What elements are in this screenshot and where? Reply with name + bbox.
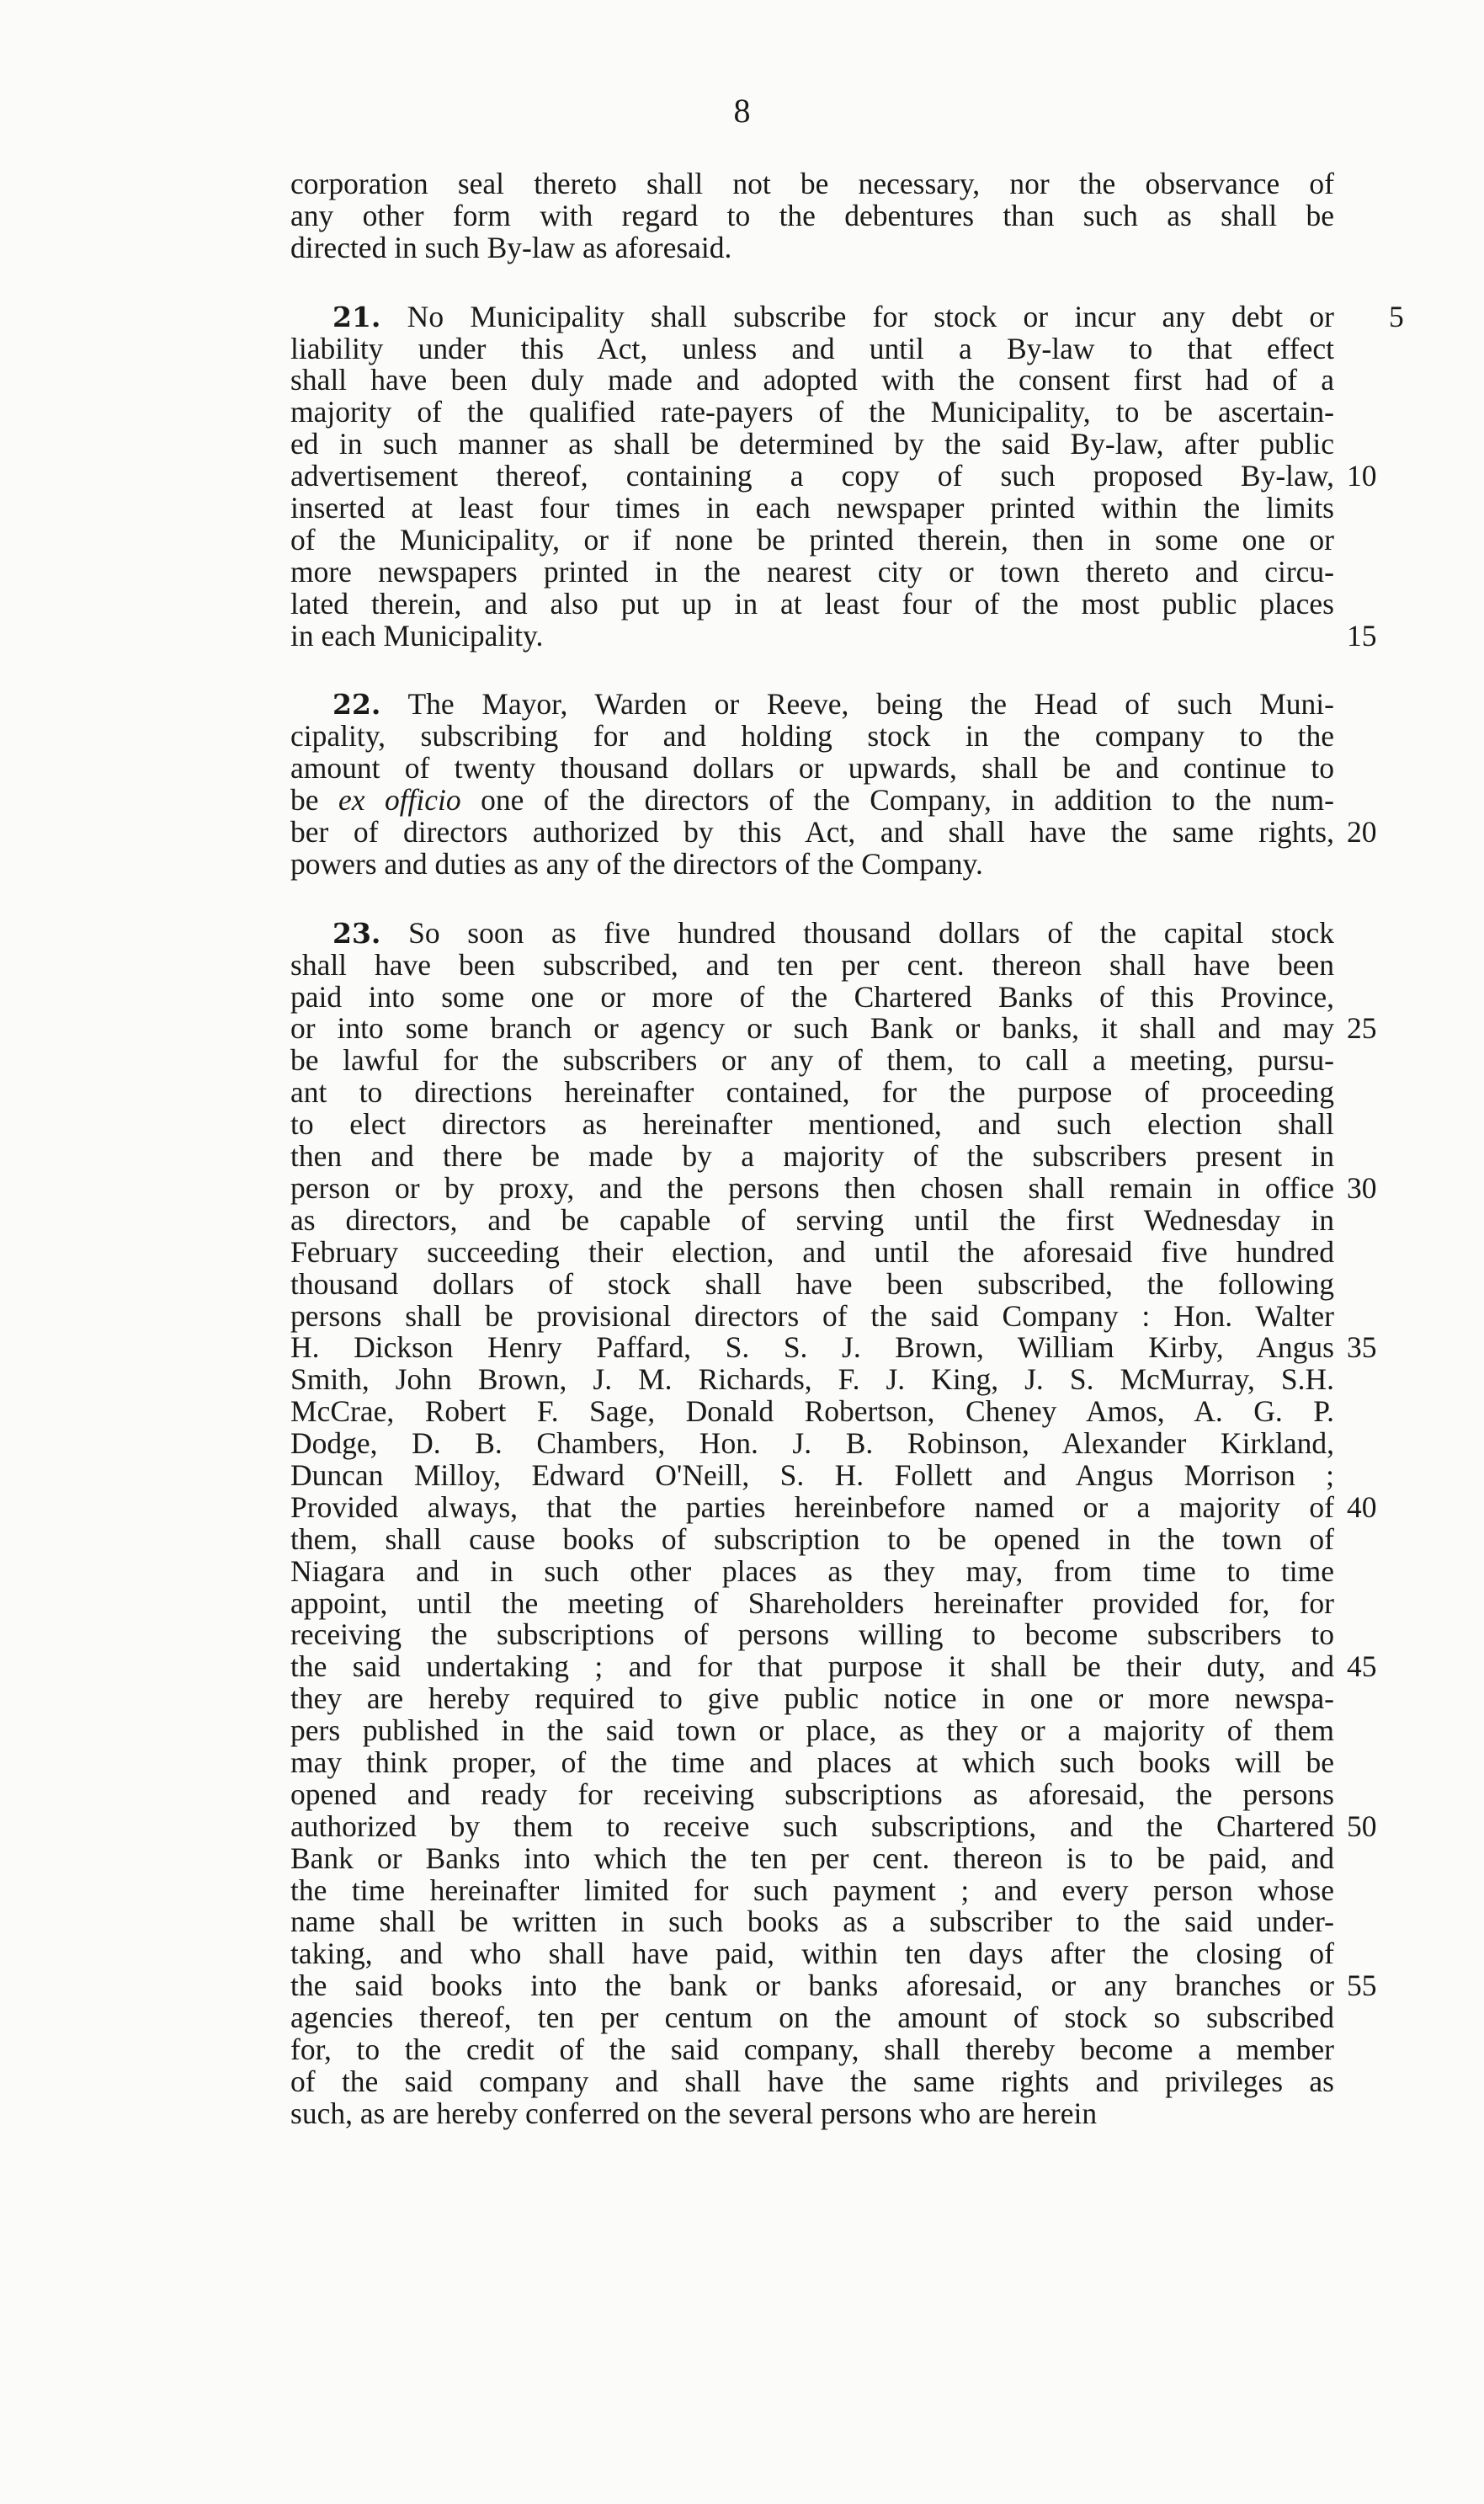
line-text: more newspapers printed in the nearest city or town thereto and circu- [290, 554, 1334, 589]
text-line [290, 753, 1334, 785]
line-text: Bank or Banks into which the ten per cent. thereon is to be paid, and [290, 1841, 1334, 1875]
line-text: February succeeding their election, and until the aforesaid five hundred [290, 1234, 1334, 1269]
margin-line-number: 30 [1347, 1170, 1377, 1205]
text-line [290, 815, 1377, 850]
line-text: be lawful for the subscribers or any of them, to call a meeting, pursu- [290, 1043, 1334, 1078]
line-text: to elect directors as hereinafter mentioned, and such election shall [290, 1107, 1334, 1142]
line-text: powers and duties as any of the directors of the Company. [290, 846, 983, 881]
line-text: them, shall cause books of subscription to be opened in the town of [290, 1521, 1334, 1556]
text-line [290, 586, 1334, 621]
margin-line-number: 15 [1347, 618, 1377, 653]
text-line [290, 1683, 1334, 1715]
line-text: authorized by them to receive such subscriptions, and the Chartered [290, 1809, 1334, 1843]
text-line [290, 947, 1334, 982]
text-line [290, 554, 1334, 589]
text-line [290, 915, 1334, 950]
section-number: 23. [332, 916, 381, 950]
line-text: amount of twenty thousand dollars or upwards, shall be and continue to [290, 751, 1334, 786]
line-text: cipality, subscribing for and holding stock in the company to the [290, 719, 1334, 754]
text-line [290, 299, 1404, 333]
line-text: of the Municipality, or if none be printed therein, then in some one or [290, 522, 1334, 557]
line-text: opened and ready for receiving subscriptions as aforesaid, the persons [290, 1777, 1334, 1811]
line-text: The Mayor, Warden or Reeve, being the Head of such Muni- [380, 687, 1334, 722]
paragraph [290, 168, 1334, 264]
line-text: pers published in the said town or place, as they or a majority of them [290, 1713, 1334, 1748]
line-text: inserted at least four times in each newspaper printed within the limits [290, 491, 1334, 525]
text-line [290, 365, 1334, 397]
line-text: as directors, and be capable of serving until the first Wednesday in [290, 1202, 1334, 1237]
text-line [290, 1011, 1377, 1046]
line-text: the said undertaking ; and for that purpose it shall be their duty, and [290, 1649, 1334, 1684]
margin-line-number: 5 [1389, 299, 1404, 333]
text-line [290, 459, 1377, 493]
margin-line-number: 10 [1347, 459, 1377, 493]
line-text: be [290, 783, 338, 818]
document-body [290, 167, 1404, 2167]
text-line [290, 1396, 1334, 1428]
text-line [290, 1875, 1334, 1907]
line-text: Niagara and in such other places as they may, from time to time [290, 1553, 1334, 1588]
text-line [290, 1489, 1377, 1524]
line-text: persons shall be provisional directors of the said Company : Hon. Walter [290, 1298, 1334, 1333]
margin-line-number: 50 [1347, 1809, 1377, 1843]
text-line [290, 1715, 1334, 1747]
text-line [290, 689, 1334, 721]
margin-line-number: 40 [1347, 1489, 1377, 1524]
line-text: paid into some one or more of the Chartered Banks of this Province, [290, 979, 1334, 1014]
line-text: one of the directors of the Company, in addition to the num- [460, 783, 1334, 818]
text-line [290, 785, 1334, 817]
text-line [290, 1553, 1334, 1588]
line-text: receiving the subscriptions of persons willing to become subscribers to [290, 1617, 1334, 1652]
text-line [290, 1969, 1377, 2003]
text-line [290, 1045, 1334, 1077]
line-text: or into some branch or agency or such Bank or banks, it shall and may [290, 1011, 1334, 1046]
line-text: the time hereinafter limited for such payment ; and every person whose [290, 1873, 1334, 1907]
text-line [290, 333, 1334, 365]
line-text: taking, and who shall have paid, within ten days after the closing of [290, 1937, 1334, 1971]
line-text: then and there be made by a majority of the subscribers present in [290, 1139, 1334, 1174]
text-line [290, 2002, 1334, 2034]
line-text: So soon as five hundred thousand dollars of the capital stock [380, 915, 1334, 950]
text-line [290, 1809, 1377, 1843]
line-text: in each Municipality. [290, 618, 544, 653]
text-line [290, 1585, 1334, 1620]
text-line [290, 232, 1334, 264]
text-line [290, 1109, 1334, 1141]
line-text: lated therein, and also put up in at least four of the most public places [290, 586, 1334, 621]
line-text: Dodge, D. B. Chambers, Hon. J. B. Robinson, Alexander Kirkland, [290, 1426, 1334, 1461]
line-text: the said books into the bank or banks aforesaid, or any branches or [290, 1969, 1334, 2003]
line-text: thousand dollars of stock shall have been subscribed, the following [290, 1266, 1334, 1301]
text-line [290, 1298, 1334, 1333]
text-line [290, 979, 1334, 1014]
text-line [290, 397, 1334, 429]
text-line [290, 721, 1334, 753]
text-line [290, 493, 1334, 525]
text-line [290, 1364, 1334, 1396]
text-line [290, 1747, 1334, 1779]
text-line [290, 2098, 1334, 2130]
line-text: Smith, John Brown, J. M. Richards, F. J. King, J. S. McMurray, S.H. [290, 1362, 1334, 1397]
line-text: McCrae, Robert F. Sage, Donald Robertson, Cheney Amos, A. G. P. [290, 1394, 1334, 1429]
text-line [290, 1457, 1334, 1492]
text-line [290, 2066, 1334, 2098]
line-text: corporation seal thereto shall not be necessary, nor the observance of [290, 167, 1334, 200]
text-line [290, 618, 1377, 653]
line-text: any other form with regard to the debentures than such as shall be [290, 198, 1334, 232]
margin-line-number: 35 [1347, 1330, 1377, 1365]
text-line [290, 1521, 1334, 1556]
text-line [290, 1649, 1377, 1684]
text-line [290, 1170, 1377, 1205]
line-text: ed in such manner as shall be determined by the said By-law, after public [290, 427, 1334, 461]
text-line [290, 2034, 1334, 2066]
text-line [290, 1077, 1334, 1109]
text-line [290, 168, 1334, 200]
line-text: No Municipality shall subscribe for stock or incur any debt or [380, 299, 1334, 333]
line-text: may think proper, of the time and places at which such books will be [290, 1745, 1334, 1779]
margin-line-number: 20 [1347, 815, 1377, 850]
line-text: they are hereby required to give public notice in one or more newspa- [290, 1681, 1334, 1716]
margin-line-number: 25 [1347, 1011, 1377, 1046]
text-line [290, 200, 1334, 232]
line-text: name shall be written in such books as a subscriber to the said under- [290, 1905, 1334, 1939]
section-number: 21. [332, 300, 381, 333]
line-text: shall have been duly made and adopted with the consent first had of a [290, 363, 1334, 397]
line-text: Provided always, that the parties hereinbefore named or a majority of [290, 1489, 1334, 1524]
line-text: person or by proxy, and the persons then chosen shall remain in office [290, 1170, 1334, 1205]
line-text: ant to directions hereinafter contained, for the purpose of proceeding [290, 1075, 1334, 1110]
text-line [290, 429, 1334, 461]
line-text: appoint, until the meeting of Shareholders hereinafter provided for, for [290, 1585, 1334, 1620]
italic-text: ex officio [338, 783, 461, 818]
text-line [290, 1906, 1334, 1938]
text-line [290, 1619, 1334, 1651]
line-text: liability under this Act, unless and until a By-law to that effect [290, 331, 1334, 365]
line-text: advertisement thereof, containing a copy of such proposed By-law, [290, 459, 1334, 493]
text-line [290, 1266, 1334, 1301]
text-line [290, 1938, 1334, 1970]
section-paragraph [290, 915, 1377, 2130]
text-line [290, 1330, 1377, 1365]
section-number: 22. [332, 688, 381, 722]
margin-line-number: 55 [1347, 1969, 1377, 2003]
text-line [290, 846, 1334, 881]
line-text: ber of directors authorized by this Act, and shall have the same rights, [290, 815, 1334, 850]
line-text: of the said company and shall have the same rights and privileges as [290, 2064, 1334, 2098]
line-text: such, as are hereby conferred on the several persons who are herein [290, 2096, 1098, 2130]
text-line [290, 522, 1334, 557]
line-text: shall have been subscribed, and ten per cent. thereon shall have been [290, 947, 1334, 982]
line-text: agencies thereof, ten per centum on the amount of stock so subscribed [290, 2001, 1334, 2035]
text-line [290, 1202, 1334, 1237]
text-line [290, 1141, 1334, 1173]
line-text: Duncan Milloy, Edward O'Neill, S. H. Follett and Angus Morrison ; [290, 1457, 1334, 1492]
line-text: directed in such By-law as aforesaid. [290, 230, 732, 264]
text-line [290, 1843, 1334, 1875]
section-paragraph [290, 687, 1377, 881]
text-line [290, 1234, 1334, 1269]
line-text: for, to the credit of the said company, shall thereby become a member [290, 2032, 1334, 2066]
page-number: 8 [733, 92, 751, 130]
section-paragraph [290, 299, 1404, 653]
text-line [290, 1779, 1334, 1811]
margin-line-number: 45 [1347, 1649, 1377, 1684]
text-line [290, 1428, 1334, 1460]
line-text: H. Dickson Henry Paffard, S. S. J. Brown, William Kirby, Angus [290, 1330, 1334, 1365]
line-text: majority of the qualified rate-payers of the Municipality, to be ascertain- [290, 395, 1334, 429]
